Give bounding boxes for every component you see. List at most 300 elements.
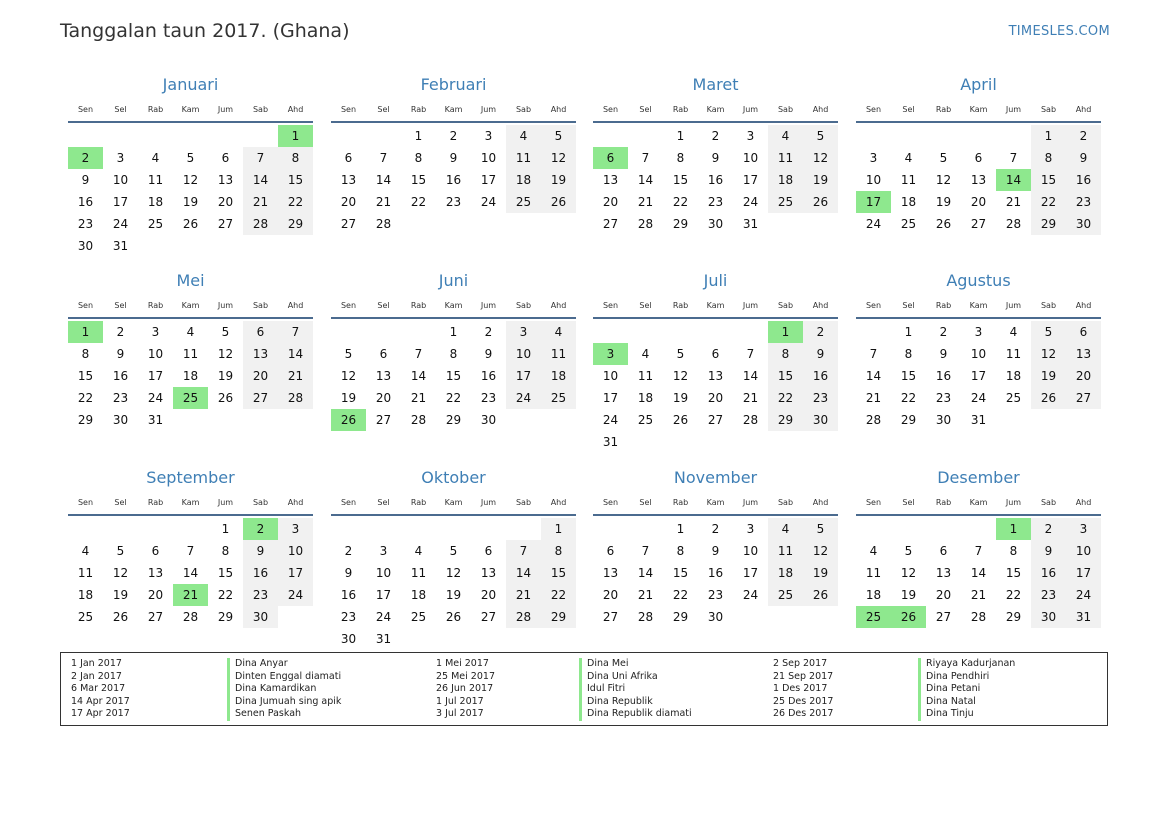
holiday-date: 17 Apr 2017 [71, 708, 130, 720]
holiday-name: Riyaya Kadurjanan [918, 658, 1015, 671]
day-cell: 4 [186, 325, 195, 339]
day-cell: 9 [711, 544, 720, 558]
holiday-name-column [579, 658, 692, 721]
month-name: Mei [176, 271, 205, 290]
day-cell: 14 [506, 562, 541, 584]
day-cell: 3 [974, 325, 983, 339]
day-cell: 17 [1066, 562, 1101, 584]
day-cell: 1 [1031, 125, 1066, 147]
holiday-date: 6 Mar 2017 [71, 683, 126, 695]
day-cell: 3 [379, 544, 388, 558]
day-cell: 7 [278, 321, 313, 343]
day-cell: 10 [970, 347, 987, 361]
day-cell: 14 [410, 369, 427, 383]
day-cell: 30 [112, 413, 129, 427]
day-cell: 22 [278, 191, 313, 213]
day-cell: 17 [742, 173, 759, 187]
holiday-name-column [227, 658, 341, 721]
day-cell: 19 [935, 195, 952, 209]
day-cell: 21 [637, 195, 654, 209]
day-cell: 5 [1031, 321, 1066, 343]
page-title: Tanggalan taun 2017. (Ghana) [60, 20, 350, 42]
day-cell: 17 [112, 195, 129, 209]
day-cell: 22 [672, 588, 689, 602]
day-cell: 27 [375, 413, 392, 427]
day-cell: 4 [768, 518, 803, 540]
day-cell: 22 [77, 391, 94, 405]
weekday-header: Kam [969, 498, 988, 507]
day-cell: 5 [939, 151, 948, 165]
day-cell: 12 [935, 173, 952, 187]
day-cell: 29 [900, 413, 917, 427]
day-cell: 18 [865, 588, 882, 602]
day-cell: 20 [375, 391, 392, 405]
day-cell: 9 [939, 347, 948, 361]
day-cell: 10 [602, 369, 619, 383]
weekday-header: Rab [147, 105, 164, 114]
day-cell: 23 [480, 391, 497, 405]
day-cell: 22 [1031, 191, 1066, 213]
day-cell: 18 [1005, 369, 1022, 383]
header-divider [856, 317, 1101, 319]
day-cell: 27 [935, 610, 952, 624]
weekday-header: Sab [515, 105, 532, 114]
weekday-header: Kam [706, 301, 725, 310]
holiday-name-column [918, 658, 1015, 721]
header-divider [856, 514, 1101, 516]
holiday-day-cell: 14 [996, 169, 1031, 191]
day-cell: 11 [410, 566, 427, 580]
day-cell: 23 [1031, 584, 1066, 606]
weekday-header: Sen [77, 105, 94, 114]
day-cell: 14 [375, 173, 392, 187]
day-cell: 13 [375, 369, 392, 383]
day-cell: 25 [637, 413, 654, 427]
month-name: Oktober [421, 468, 486, 487]
day-cell: 1 [676, 522, 685, 536]
day-cell: 18 [410, 588, 427, 602]
holiday-date: 1 Jan 2017 [71, 658, 122, 669]
weekday-header: Sab [777, 105, 794, 114]
day-cell: 5 [344, 347, 353, 361]
weekday-header: Sab [1040, 498, 1057, 507]
day-cell: 22 [445, 391, 462, 405]
day-cell: 16 [707, 173, 724, 187]
day-cell: 13 [340, 173, 357, 187]
weekday-header: Jum [742, 105, 759, 114]
day-cell: 25 [506, 191, 541, 213]
weekday-header: Ahd [812, 498, 829, 507]
day-cell: 10 [1066, 540, 1101, 562]
holiday-day-cell: 2 [243, 518, 278, 540]
weekday-header: Sab [1040, 105, 1057, 114]
weekday-header: Rab [935, 498, 952, 507]
day-cell: 3 [116, 151, 125, 165]
day-cell: 12 [445, 566, 462, 580]
day-cell: 8 [1009, 544, 1018, 558]
holiday-date: 21 Sep 2017 [773, 670, 834, 682]
holiday-day-cell: 1 [768, 321, 803, 343]
weekday-header: Sen [602, 105, 619, 114]
weekday-header: Sel [902, 498, 915, 507]
header-divider [593, 317, 838, 319]
day-cell: 23 [445, 195, 462, 209]
weekday-header: Rab [410, 301, 427, 310]
day-cell: 18 [768, 562, 803, 584]
day-cell: 16 [445, 173, 462, 187]
weekday-header: Ahd [812, 301, 829, 310]
weekday-header: Ahd [550, 105, 567, 114]
day-cell: 5 [904, 544, 913, 558]
day-cell: 9 [1031, 540, 1066, 562]
holiday-day-cell: 26 [331, 409, 366, 431]
month-name: Juli [703, 271, 728, 290]
day-cell: 9 [81, 173, 90, 187]
weekday-header: Sab [252, 105, 269, 114]
day-cell: 24 [1066, 584, 1101, 606]
day-cell: 17 [506, 365, 541, 387]
day-cell: 20 [480, 588, 497, 602]
day-cell: 20 [602, 588, 619, 602]
day-cell: 19 [112, 588, 129, 602]
holiday-name: Dinten Enggal diamati [227, 671, 341, 684]
day-cell: 25 [147, 217, 164, 231]
day-cell: 5 [186, 151, 195, 165]
weekday-header: Sen [77, 301, 94, 310]
day-cell: 10 [742, 544, 759, 558]
holiday-date: 26 Des 2017 [773, 708, 834, 720]
weekday-header: Rab [935, 301, 952, 310]
day-cell: 8 [414, 151, 423, 165]
day-cell: 13 [243, 343, 278, 365]
day-cell: 18 [900, 195, 917, 209]
weekday-header: Sel [639, 301, 652, 310]
day-cell: 13 [147, 566, 164, 580]
day-cell: 25 [768, 191, 803, 213]
weekday-header: Rab [410, 105, 427, 114]
day-cell: 21 [278, 365, 313, 387]
day-cell: 8 [676, 544, 685, 558]
day-cell: 25 [77, 610, 94, 624]
holiday-day-cell: 25 [856, 606, 891, 628]
day-cell: 21 [865, 391, 882, 405]
day-cell: 16 [803, 365, 838, 387]
day-cell: 20 [970, 195, 987, 209]
holiday-date: 25 Des 2017 [773, 695, 834, 707]
day-cell: 6 [243, 321, 278, 343]
holiday-day-cell: 21 [173, 584, 208, 606]
day-cell: 25 [541, 387, 576, 409]
day-cell: 27 [480, 610, 497, 624]
day-cell: 3 [1066, 518, 1101, 540]
day-cell: 23 [112, 391, 129, 405]
weekday-header: Rab [410, 498, 427, 507]
day-cell: 24 [480, 195, 497, 209]
day-cell: 7 [746, 347, 755, 361]
day-cell: 11 [900, 173, 917, 187]
day-cell: 31 [602, 435, 619, 449]
day-cell: 7 [414, 347, 423, 361]
day-cell: 22 [900, 391, 917, 405]
holiday-name: Dina Mei [579, 658, 692, 671]
holiday-date: 2 Sep 2017 [773, 658, 828, 669]
weekday-header: Rab [672, 105, 689, 114]
weekday-header: Sen [340, 301, 357, 310]
holiday-day-cell: 1 [996, 518, 1031, 540]
holiday-date-column [436, 658, 495, 721]
day-cell: 14 [182, 566, 199, 580]
day-cell: 17 [375, 588, 392, 602]
day-cell: 12 [340, 369, 357, 383]
day-cell: 8 [81, 347, 90, 361]
weekday-header: Sab [1040, 301, 1057, 310]
holiday-date: 14 Apr 2017 [71, 695, 130, 707]
day-cell: 22 [541, 584, 576, 606]
day-cell: 21 [742, 391, 759, 405]
day-cell: 10 [375, 566, 392, 580]
day-cell: 9 [711, 151, 720, 165]
day-cell: 9 [243, 540, 278, 562]
weekday-header: Jum [1005, 498, 1022, 507]
day-cell: 22 [1005, 588, 1022, 602]
holiday-day-cell: 6 [593, 147, 628, 169]
day-cell: 1 [541, 518, 576, 540]
day-cell: 27 [602, 217, 619, 231]
weekday-header: Kam [706, 105, 725, 114]
weekday-header: Sab [252, 301, 269, 310]
weekday-header: Ahd [287, 301, 304, 310]
holiday-legend [60, 652, 1108, 726]
weekday-header: Kam [706, 498, 725, 507]
day-cell: 30 [707, 610, 724, 624]
day-cell: 6 [344, 151, 353, 165]
day-cell: 24 [278, 584, 313, 606]
day-cell: 26 [935, 217, 952, 231]
day-cell: 23 [340, 610, 357, 624]
weekday-header: Kam [969, 105, 988, 114]
day-cell: 17 [278, 562, 313, 584]
day-cell: 15 [1031, 169, 1066, 191]
day-cell: 31 [970, 413, 987, 427]
header-divider [593, 514, 838, 516]
weekday-header: Ahd [812, 105, 829, 114]
weekday-header: Ahd [550, 498, 567, 507]
day-cell: 24 [865, 217, 882, 231]
day-cell: 21 [1005, 195, 1022, 209]
day-cell: 20 [147, 588, 164, 602]
day-cell: 31 [375, 632, 392, 646]
weekday-header: Sel [114, 301, 127, 310]
day-cell: 2 [344, 544, 353, 558]
day-cell: 14 [243, 169, 278, 191]
weekday-header: Ahd [287, 498, 304, 507]
day-cell: 5 [676, 347, 685, 361]
day-cell: 30 [803, 409, 838, 431]
month-name: Juni [438, 271, 469, 290]
day-cell: 22 [672, 195, 689, 209]
weekday-header: Sel [377, 498, 390, 507]
weekday-header: Sen [865, 105, 882, 114]
day-cell: 26 [217, 391, 234, 405]
day-cell: 6 [711, 347, 720, 361]
weekday-header: Kam [181, 105, 200, 114]
day-cell: 5 [449, 544, 458, 558]
day-cell: 24 [602, 413, 619, 427]
day-cell: 23 [707, 588, 724, 602]
day-cell: 9 [449, 151, 458, 165]
day-cell: 15 [410, 173, 427, 187]
weekday-header: Sel [639, 498, 652, 507]
day-cell: 9 [344, 566, 353, 580]
day-cell: 3 [278, 518, 313, 540]
day-cell: 2 [711, 129, 720, 143]
day-cell: 15 [1005, 566, 1022, 580]
day-cell: 8 [676, 151, 685, 165]
weekday-header: Sen [602, 301, 619, 310]
day-cell: 26 [112, 610, 129, 624]
day-cell: 29 [541, 606, 576, 628]
weekday-header: Jum [480, 105, 497, 114]
day-cell: 27 [602, 610, 619, 624]
day-cell: 14 [637, 566, 654, 580]
holiday-date: 1 Mei 2017 [436, 658, 489, 669]
day-cell: 15 [672, 566, 689, 580]
day-cell: 16 [1031, 562, 1066, 584]
holiday-date: 26 Jun 2017 [436, 683, 494, 695]
day-cell: 11 [768, 540, 803, 562]
day-cell: 12 [182, 173, 199, 187]
day-cell: 7 [243, 147, 278, 169]
day-cell: 29 [1005, 610, 1022, 624]
site-link[interactable]: TIMESLES.COM [1008, 24, 1110, 39]
day-cell: 2 [803, 321, 838, 343]
weekday-header: Jum [217, 105, 234, 114]
day-cell: 26 [445, 610, 462, 624]
day-cell: 30 [1066, 213, 1101, 235]
day-cell: 13 [970, 173, 987, 187]
day-cell: 5 [803, 125, 838, 147]
day-cell: 2 [1031, 518, 1066, 540]
header-divider [331, 514, 576, 516]
day-cell: 11 [147, 173, 164, 187]
day-cell: 26 [803, 584, 838, 606]
day-cell: 28 [970, 610, 987, 624]
day-cell: 29 [1031, 213, 1066, 235]
day-cell: 17 [970, 369, 987, 383]
day-cell: 15 [900, 369, 917, 383]
day-cell: 15 [77, 369, 94, 383]
day-cell: 7 [641, 151, 650, 165]
day-cell: 12 [112, 566, 129, 580]
day-cell: 15 [445, 369, 462, 383]
day-cell: 10 [865, 173, 882, 187]
day-cell: 19 [803, 169, 838, 191]
month-name: Agustus [946, 271, 1011, 290]
day-cell: 28 [506, 606, 541, 628]
day-cell: 22 [768, 387, 803, 409]
day-cell: 30 [480, 413, 497, 427]
weekday-header: Sen [77, 498, 94, 507]
weekday-header: Rab [147, 301, 164, 310]
weekday-header: Sel [377, 105, 390, 114]
day-cell: 27 [217, 217, 234, 231]
month-name: April [960, 75, 997, 94]
weekday-header: Ahd [287, 105, 304, 114]
day-cell: 6 [1066, 321, 1101, 343]
day-cell: 12 [803, 147, 838, 169]
day-cell: 19 [445, 588, 462, 602]
day-cell: 18 [77, 588, 94, 602]
day-cell: 30 [77, 239, 94, 253]
day-cell: 27 [707, 413, 724, 427]
weekday-header: Jum [742, 301, 759, 310]
day-cell: 12 [1031, 343, 1066, 365]
day-cell: 28 [637, 217, 654, 231]
holiday-name: Dina Pendhiri [918, 671, 1015, 684]
day-cell: 23 [77, 217, 94, 231]
day-cell: 14 [970, 566, 987, 580]
day-cell: 16 [112, 369, 129, 383]
day-cell: 2 [116, 325, 125, 339]
day-cell: 26 [182, 217, 199, 231]
weekday-header: Sab [515, 498, 532, 507]
day-cell: 18 [541, 365, 576, 387]
day-cell: 31 [147, 413, 164, 427]
day-cell: 4 [506, 125, 541, 147]
day-cell: 16 [480, 369, 497, 383]
day-cell: 9 [116, 347, 125, 361]
header-divider [68, 514, 313, 516]
day-cell: 2 [484, 325, 493, 339]
day-cell: 3 [869, 151, 878, 165]
day-cell: 15 [217, 566, 234, 580]
day-cell: 11 [1005, 347, 1022, 361]
weekday-header: Sel [114, 105, 127, 114]
day-cell: 26 [803, 191, 838, 213]
weekday-header: Kam [444, 301, 463, 310]
day-cell: 11 [768, 147, 803, 169]
weekday-header: Ahd [550, 301, 567, 310]
holiday-name: Dina Republik [579, 696, 692, 709]
day-cell: 29 [278, 213, 313, 235]
weekday-header: Rab [672, 301, 689, 310]
day-cell: 11 [506, 147, 541, 169]
day-cell: 1 [676, 129, 685, 143]
day-cell: 29 [77, 413, 94, 427]
day-cell: 8 [904, 347, 913, 361]
day-cell: 23 [803, 387, 838, 409]
day-cell: 22 [217, 588, 234, 602]
day-cell: 20 [1066, 365, 1101, 387]
day-cell: 13 [602, 566, 619, 580]
day-cell: 2 [449, 129, 458, 143]
day-cell: 8 [278, 147, 313, 169]
header-divider [68, 317, 313, 319]
day-cell: 15 [672, 173, 689, 187]
day-cell: 8 [221, 544, 230, 558]
day-cell: 21 [970, 588, 987, 602]
day-cell: 23 [1066, 191, 1101, 213]
day-cell: 7 [641, 544, 650, 558]
day-cell: 29 [217, 610, 234, 624]
day-cell: 20 [707, 391, 724, 405]
month-name: Desember [937, 468, 1020, 487]
day-cell: 6 [379, 347, 388, 361]
day-cell: 9 [484, 347, 493, 361]
day-cell: 24 [742, 588, 759, 602]
month-name: September [146, 468, 235, 487]
day-cell: 16 [243, 562, 278, 584]
